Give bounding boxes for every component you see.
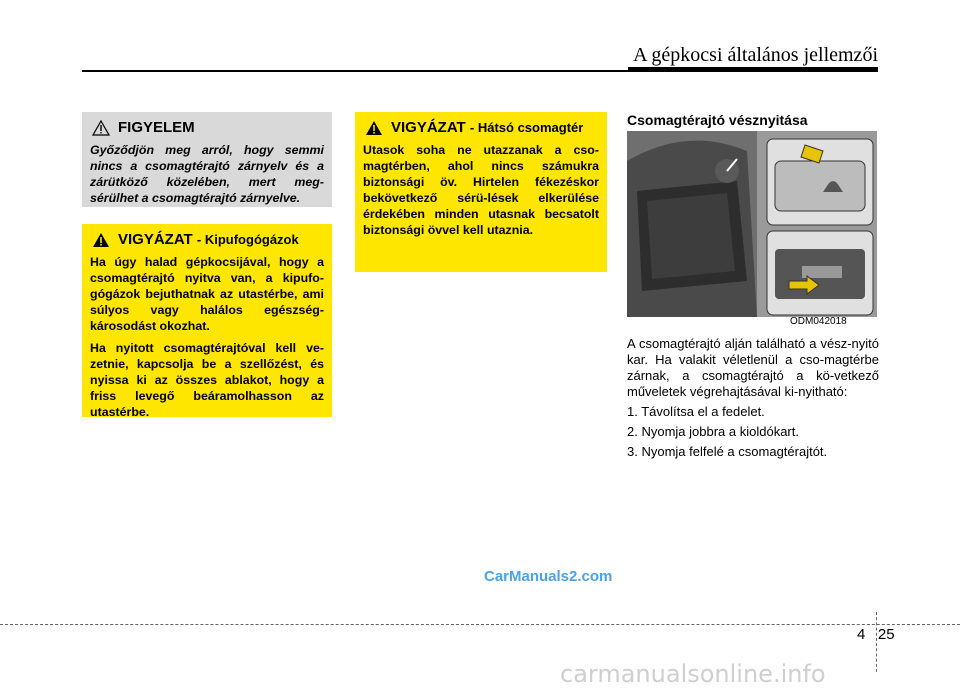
notice-box	[82, 112, 332, 207]
warning-exhaust-subtitle: - Kipufogógázok	[196, 232, 299, 247]
chapter-number: 4	[857, 626, 866, 643]
section-body	[627, 336, 879, 464]
notice-title: FIGYELEM	[118, 119, 195, 136]
warning-exhaust-box	[82, 224, 332, 417]
warning-exhaust-paragraph-2: Ha nyitott csomagtérajtóval kell ve-zetnie, kapcsolja be a szellőzést, és nyissa ki az összes ablakot, hogy a friss levegő beáramolhasson az utastérbe.	[90, 341, 324, 419]
notice-text: Győződjön meg arról, hogy semmi nincs a csomagtérajtó zárnyelv és a zárütköző közelében, mert meg-sérülhet a csomagtérajtó zárnyelve.	[90, 143, 324, 205]
warning-rear-title: VIGYÁZAT	[391, 119, 466, 136]
page-number-value: 25	[877, 626, 895, 643]
warning-rear-title-row	[363, 120, 599, 136]
warning-exhaust-title-row	[90, 232, 324, 248]
step-3: 3. Nyomja felfelé a csomagtérajtót.	[627, 444, 828, 459]
warning-rear-text: Utasok soha ne utazzanak a cso-magtérben, ahol nincs számukra biztonsági öv. Hirtelen fékezéskor bekövetkező sérü-lések elkerülése érdekében minden utasnak becsatolt biztonsági övvel kell utaznia.	[363, 143, 599, 237]
section-intro: A csomagtérajtó alján található a vész-nyitó kar. Ha valakit véletlenül a cso-magtérbe zárnak, a csomagtérajtó a kö-vetkező műveletek végrehajtásával ki-nyitható:	[627, 336, 879, 399]
warning-rear-box	[355, 112, 607, 272]
warning-icon	[92, 232, 110, 248]
image-code: ODM042018	[790, 316, 847, 327]
section-title: Csomagtérajtó vésznyitása	[627, 112, 808, 128]
page-number	[857, 626, 895, 643]
step-1: 1. Távolítsa el a fedelet.	[627, 404, 765, 419]
warning-rear-subtitle: - Hátsó csomagtér	[469, 120, 584, 135]
trunk-emergency-release-photo	[627, 131, 877, 317]
footer-brand-link[interactable]: carmanualsonline.info	[560, 660, 826, 688]
step-2: 2. Nyomja jobbra a kioldókart.	[627, 424, 799, 439]
footer-dashed-rule	[0, 624, 960, 625]
watermark-link[interactable]: CarManuals2.com	[484, 568, 613, 585]
caution-icon	[92, 120, 110, 136]
header-bar	[628, 67, 878, 72]
warning-exhaust-title: VIGYÁZAT	[118, 231, 193, 248]
warning-icon	[365, 120, 383, 136]
notice-title-row	[90, 120, 324, 136]
trunk-illustration	[627, 131, 877, 317]
warning-exhaust-paragraph-1: Ha úgy halad gépkocsijával, hogy a csomagtérajtó nyitva van, a kipufo-gógázok bejuthatnak az utastérbe, ami súlyos vagy halálos egészség-károsodást okozhat.	[90, 255, 324, 333]
page-header-title: A gépkocsi általános jellemzői	[633, 44, 878, 66]
